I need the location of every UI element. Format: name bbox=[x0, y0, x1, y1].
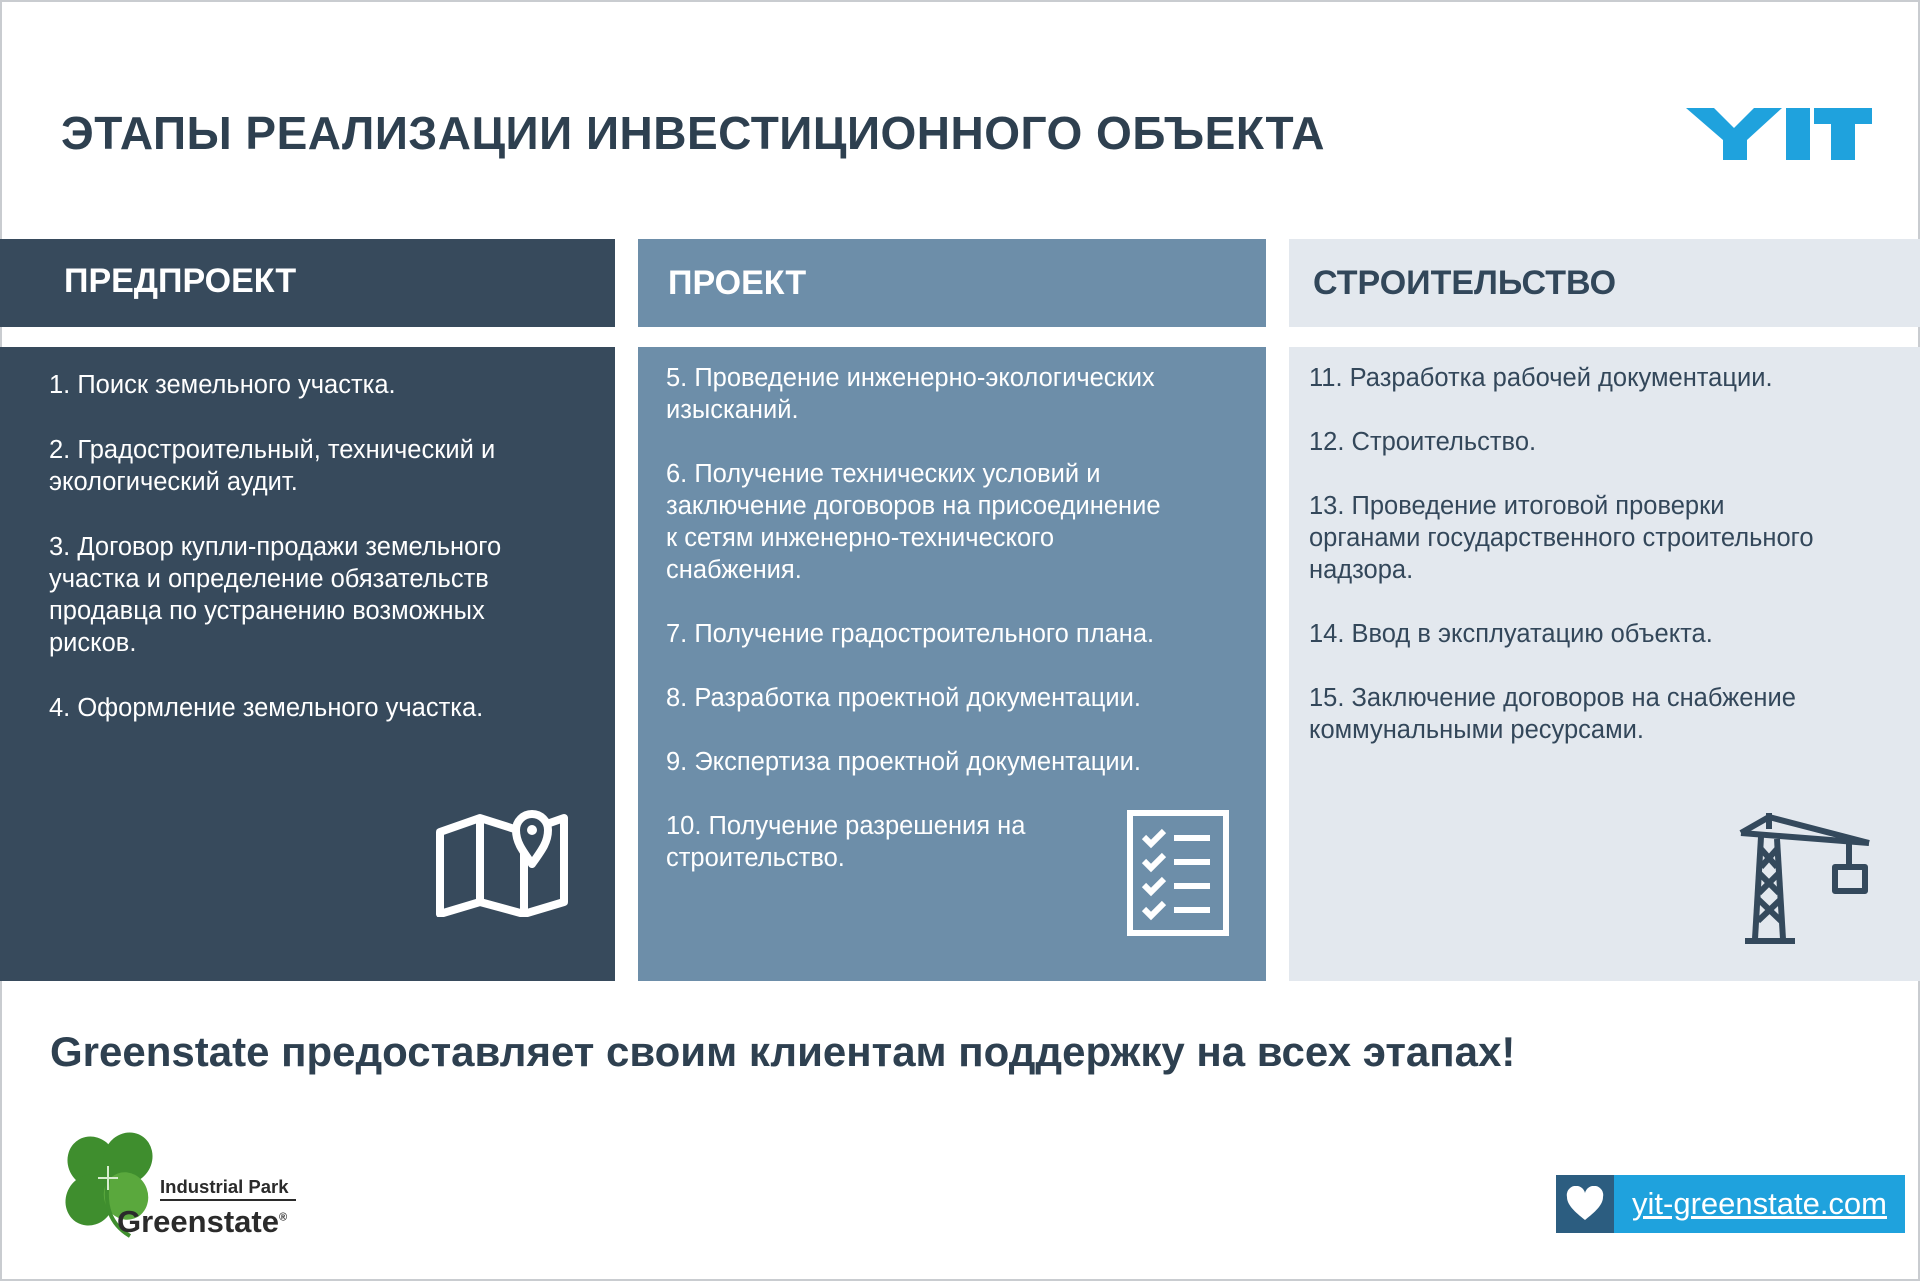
heart-icon bbox=[1565, 1186, 1605, 1222]
checklist-icon bbox=[1126, 809, 1230, 937]
list-item: 3. Договор купли-продажи земельного участка и определение обязательств продавца по устранению возможных рисков. bbox=[49, 533, 502, 657]
list-item: 12. Строительство. bbox=[1309, 428, 1537, 456]
column-body-project bbox=[638, 347, 1266, 981]
logo-name-text: Greenstate bbox=[117, 1204, 279, 1239]
website-link-text[interactable]: yit-greenstate.com bbox=[1632, 1186, 1887, 1221]
yit-logo bbox=[1686, 108, 1872, 160]
column-header-construction: СТРОИТЕЛЬСТВО bbox=[1289, 239, 1920, 327]
list-item: 8. Разработка проектной документации. bbox=[666, 684, 1141, 712]
list-item: 6. Получение технических условий и заключение договоров на присоединение к сетям инженерно-технического снабжения. bbox=[666, 460, 1161, 584]
crane-icon bbox=[1739, 809, 1879, 949]
website-link-box[interactable] bbox=[1614, 1175, 1905, 1233]
column-body-construction bbox=[1289, 347, 1920, 981]
list-item: 11. Разработка рабочей документации. bbox=[1309, 364, 1773, 392]
list-item: 7. Получение градостроительного плана. bbox=[666, 620, 1155, 648]
list-item: 2. Градостроительный, технический и экологический аудит. bbox=[49, 436, 496, 496]
column-body-preproject bbox=[0, 347, 615, 981]
logo-subtitle: Industrial Park bbox=[160, 1176, 289, 1197]
list-item: 4. Оформление земельного участка. bbox=[49, 694, 484, 722]
website-link[interactable] bbox=[1556, 1175, 1905, 1233]
list-item: 9. Экспертиза проектной документации. bbox=[666, 748, 1141, 776]
list-item: 10. Получение разрешения на строительство. bbox=[666, 812, 1026, 872]
column-header-project: ПРОЕКТ bbox=[638, 239, 1266, 327]
list-item: 15. Заключение договоров на снабжение коммунальными ресурсами. bbox=[1309, 684, 1796, 744]
logo-name bbox=[117, 1204, 287, 1240]
page-title: ЭТАПЫ РЕАЛИЗАЦИИ ИНВЕСТИЦИОННОГО ОБЪЕКТА bbox=[61, 107, 1325, 159]
list-item: 13. Проведение итоговой проверки органами государственного строительного надзора. bbox=[1309, 492, 1814, 584]
slogan: Greenstate предоставляет своим клиентам поддержку на всех этапах! bbox=[50, 1028, 1516, 1075]
column-header-preproject: ПРЕДПРОЕКТ bbox=[0, 239, 615, 327]
list-item: 5. Проведение инженерно-экологических изысканий. bbox=[666, 364, 1155, 424]
map-pin-icon bbox=[436, 802, 568, 917]
list-item: 14. Ввод в эксплуатацию объекта. bbox=[1309, 620, 1713, 648]
logo-divider bbox=[160, 1199, 296, 1201]
registered-mark: ® bbox=[278, 1211, 288, 1224]
heart-icon-box bbox=[1556, 1175, 1614, 1233]
list-item: 1. Поиск земельного участка. bbox=[49, 371, 396, 399]
